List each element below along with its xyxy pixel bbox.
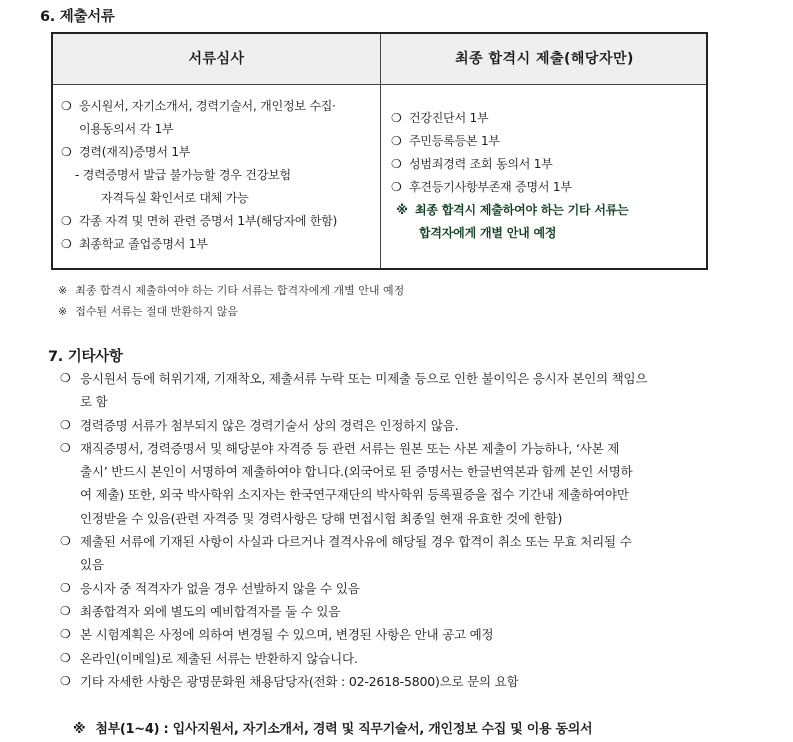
bullet-icon: ❍	[60, 627, 71, 642]
list-item-text: 최종합격자 외에 별도의 예비합격자를 둘 수 있음	[80, 603, 341, 619]
list-item	[58, 670, 748, 693]
list-item	[58, 647, 748, 670]
submission-documents-table	[51, 32, 708, 270]
note-text: 접수된 서류는 절대 반환하지 않음	[75, 305, 238, 318]
bullet-icon: ❍	[61, 214, 72, 228]
bullet-icon: ❍	[61, 237, 72, 251]
bullet-icon: ❍	[60, 371, 71, 385]
list-item-text: 각종 자격 및 면허 관련 증명서 1부(해당자에 한함)	[79, 214, 338, 228]
list-item	[389, 176, 707, 199]
bullet-icon: ❍	[60, 673, 71, 688]
list-item	[59, 95, 375, 141]
bullet-icon: ❍	[391, 157, 402, 171]
attachment-text: 첨부(1~4) : 입사지원서, 자기소개서, 경력 및 직무기술서, 개인정보 수집 및 이용 동의서	[95, 722, 593, 737]
list-item	[59, 233, 375, 256]
list-item-text: 로 함	[80, 394, 108, 410]
note-line	[58, 301, 404, 322]
list-item-text: 후견등기사항부존재 증명서 1부	[409, 180, 572, 194]
list-item-text: 제출된 서류에 기재된 사항이 사실과 다르거나 결격사유에 해당될 경우 합격이 취소 또는 무효 처리될 수	[80, 534, 632, 550]
list-item	[58, 367, 748, 414]
list-item	[58, 437, 748, 530]
list-item	[58, 600, 748, 623]
list-item-text: 있음	[80, 557, 104, 573]
list-item	[389, 130, 707, 153]
list-item	[58, 623, 748, 646]
bullet-icon: ❍	[391, 111, 402, 125]
list-item-text: 성범죄경력 조회 동의서 1부	[409, 157, 553, 171]
list-item-text: 응시자 중 적격자가 없을 경우 선발하지 않을 수 있음	[80, 580, 360, 596]
table-header-final-submission: 최종 합격시 제출(해당자만)	[455, 51, 634, 67]
note-line	[58, 280, 404, 301]
bullet-icon: ❍	[391, 180, 402, 194]
list-item-text: 주민등록등본 1부	[409, 134, 500, 148]
bullet-icon: ❍	[60, 603, 71, 618]
list-item-text: 건강진단서 1부	[409, 111, 489, 125]
list-subitem: - 경력증명서 발급 불가능할 경우 건강보험	[75, 168, 291, 182]
bullet-icon: ❍	[60, 440, 71, 455]
final-submission-list	[389, 107, 707, 245]
list-item	[59, 141, 375, 164]
reference-mark-icon: ※	[396, 203, 408, 217]
note-text: 최종 합격시 제출하여야 하는 기타 서류는	[415, 203, 629, 217]
bullet-icon: ❍	[61, 145, 72, 159]
list-item-text: 출시’ 반드시 본인이 서명하여 제출하여야 합니다.(외국어로 된 증명서는 한글번역본과 함께 본인 서명하	[80, 464, 633, 480]
list-item	[58, 577, 748, 600]
list-item-text: 응시원서, 자기소개서, 경력기술서, 개인정보 수집·	[79, 99, 336, 113]
list-item-text: 이용동의서 각 1부	[79, 122, 174, 136]
list-item-text: 경력(재직)증명서 1부	[79, 145, 191, 159]
reference-mark-icon: ※	[58, 305, 68, 318]
bullet-icon: ❍	[61, 99, 72, 113]
list-item-text: 최종학교 졸업증명서 1부	[79, 237, 208, 251]
list-item-text: 본 시험계획은 사정에 의하여 변경될 수 있으며, 변경된 사항은 안내 공고 예정	[80, 627, 494, 643]
list-subitem-continuation: 자격득실 확인서로 대체 가능	[101, 191, 249, 205]
section-title-submission-documents: 6. 제출서류	[40, 9, 115, 25]
list-item	[58, 414, 748, 437]
document-review-list	[59, 95, 375, 256]
table-header-document-review: 서류심사	[188, 51, 245, 67]
reference-mark-icon: ※	[73, 722, 86, 737]
attachment-note	[73, 718, 592, 737]
list-item-text: 기타 자세한 사항은 광명문화원 채용담당자(전화 : 02-2618-5800)으로 문의 요함	[80, 673, 519, 689]
final-submission-note	[389, 199, 707, 245]
note-text: 합격자에게 개별 안내 예정	[419, 226, 557, 240]
bullet-icon: ❍	[60, 534, 71, 549]
list-item	[58, 530, 748, 577]
bullet-icon: ❍	[60, 580, 71, 595]
list-item-text: 응시원서 등에 허위기재, 기재착오, 제출서류 누락 또는 미제출 등으로 인한 불이익은 응시자 본인의 책임으	[80, 371, 648, 386]
note-text: 최종 합격시 제출하여야 하는 기타 서류는 합격자에게 개별 안내 예정	[75, 284, 405, 297]
submission-notes	[58, 280, 404, 322]
reference-mark-icon: ※	[58, 284, 68, 297]
list-item	[59, 210, 375, 233]
section-title-other-matters: 7. 기타사항	[48, 349, 123, 365]
bullet-icon: ❍	[60, 650, 71, 665]
bullet-icon: ❍	[391, 134, 402, 148]
list-item	[389, 107, 707, 130]
list-item-text: 여 제출) 또한, 외국 박사학위 소지자는 한국연구재단의 박사학위 등록필증을 접수 기간내 제출하여야만	[80, 487, 629, 503]
other-matters-list	[58, 367, 748, 693]
list-item-text: 재직증명서, 경력증명서 및 해당분야 자격증 등 관련 서류는 원본 또는 사본 제출이 가능하나, ‘사본 제	[80, 440, 620, 456]
list-item	[389, 153, 707, 176]
list-item-text: 경력증명 서류가 첨부되지 않은 경력기술서 상의 경력은 인정하지 않음.	[80, 417, 459, 433]
list-item-text: 온라인(이메일)로 제출된 서류는 반환하지 않습니다.	[80, 650, 358, 666]
bullet-icon: ❍	[60, 417, 71, 432]
list-item-text: 인정받을 수 있음(관련 자격증 및 경력사항은 당해 면접시험 최종일 현재 유효한 것에 한함)	[80, 510, 563, 526]
